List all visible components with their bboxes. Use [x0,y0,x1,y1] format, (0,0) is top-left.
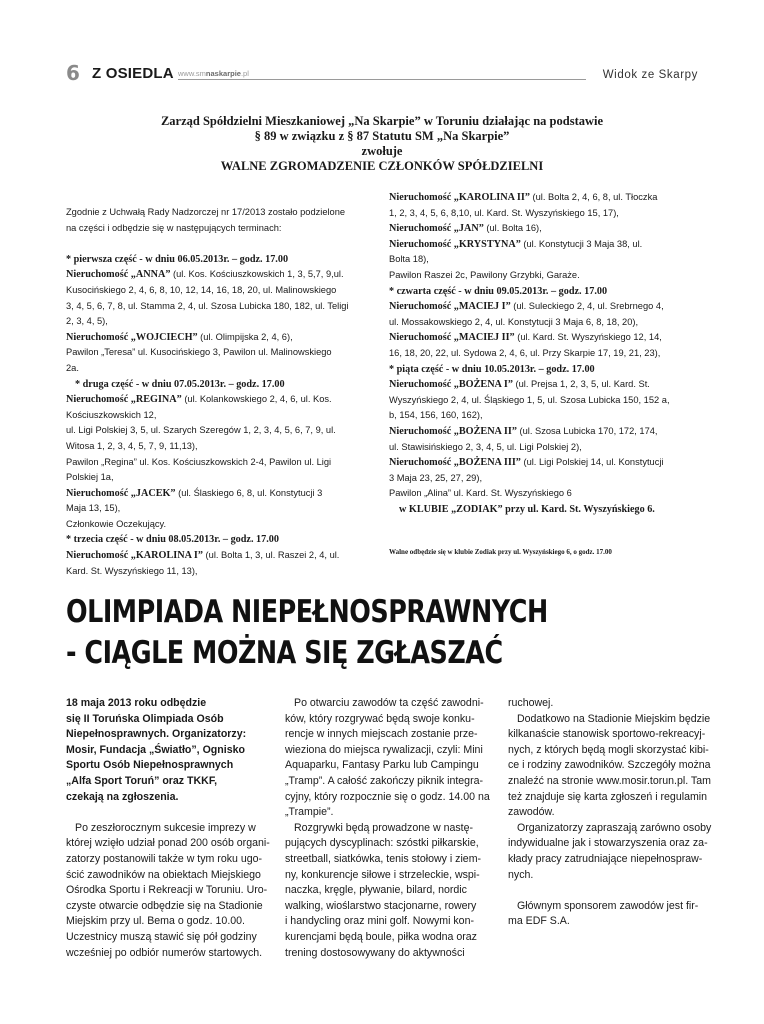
article-column-3 [508,696,712,930]
article-text-line: wcześniej po odbiór numerów startowych. [66,946,263,959]
article-text-line: „Trampie”. [285,806,334,819]
masthead-title: Widok ze Skarpy [602,69,698,81]
property-entry: Nieruchomość „REGINA” (ul. Kolankowskiego 2, 4, 6, ul. Kos. [66,394,332,406]
meeting-venue: w KLUBIE „ZODIAK” przy ul. Kard. St. Wyszyńskiego 6. [399,503,655,515]
article-text-line: nych, z których będą mogli skorzystać kibi- [508,743,709,756]
schedule-intro: Zgodnie z Uchwałą Rady Nadzorczej nr 17/2013 zostało podzielone [66,207,346,217]
notice-line: WALNE ZGROMADZENIE CZŁONKÓW SPÓŁDZIELNI [220,159,544,173]
notice-line: Zarząd Spółdzielni Mieszkaniowej „Na Skarpie” w Toruniu działając na podstawie [160,114,604,128]
article-text-line: Aquaparku, Fantasy Parku lub Campingu [285,759,479,772]
schedule-part-date: * druga część - w dniu 07.05.2013r. – godz. 17.00 [75,378,285,390]
article-text-line: kurencjami będą boule, piłka wodna oraz [285,930,477,943]
article-text-line: Po otwarciu zawodów ta część zawodni- [294,697,484,709]
site-url: www.smnaskarpie.pl [178,69,249,78]
property-entry: Nieruchomość „BOŻENA III” (ul. Ligi Polskiej 14, ul. Konstytucji [389,457,664,469]
article-lead-line: się II Toruńska Olimpiada Osób [66,712,224,725]
article-text-line: trening dostosowywany do aktywności [285,946,465,959]
article-text-line: nych. [508,868,534,881]
article-text-line: też znajduje się karta zgłoszeń i regulamin [508,790,708,803]
article-text-line: czyste otwarcie odbędzie się na Stadionie [66,899,263,912]
article-text-line: walking, wioślarstwo stacjonarne, rowery [285,899,477,912]
article-lead-line: Mosir, Fundacja „Światło”, Ognisko [66,743,245,756]
article-text-line: streetball, siatkówka, tenis stołowy i ziem- [285,852,482,865]
article-lead-line: Sportu Osób Niepełnosprawnych [66,759,234,772]
article-lead-line: Niepełnosprawnych. Organizatorzy: [66,728,247,741]
article-text-line: „Tramp”. A całość zakończy piknik integra- [285,774,484,787]
article-text-line: rencje w innych miejscach zostanie prze- [285,728,478,741]
article-text-line: Ośrodka Sportu i Rekreacji w Toruniu. Uro- [66,884,268,897]
schedule-part-date: * czwarta część - w dniu 09.05.2013r. – godz. 17.00 [389,285,608,297]
article-text-line: i handycling oraz mini golf. Nowymi kon- [285,915,474,928]
property-entry: Nieruchomość „MACIEJ I” (ul. Suleckiego 2, 4, ul. Srebrnego 4, [389,301,664,313]
article-lead-line: 18 maja 2013 roku odbędzie [66,697,207,709]
meeting-notice-heading [66,114,698,174]
article-text-line: cyjny, który rozpocznie się o godz. 14.00 na [285,790,490,803]
header-divider [178,79,586,80]
section-title: Z OSIEDLA [92,65,174,82]
article-text-line: ścić zawodników na obiektach Miejskiego [66,868,261,881]
article-text-line: ny, konkurencje siłowe i strzeleckie, wspi- [285,868,480,881]
headline-line: - CIĄGLE MOŻNA SIĘ ZGŁASZAĆ [66,635,503,671]
article-text-line: zatorzy postanowili także w tym roku ugo- [66,852,263,865]
property-entry: Nieruchomość „ANNA” (ul. Kos. Kościuszkowskich 1, 3, 5,7, 9,ul. [66,269,344,281]
notice-line: zwołuje [361,144,403,158]
property-entry: Nieruchomość „JACEK” (ul. Ślaskiego 6, 8, ul. Konstytucji 3 [66,487,323,499]
article-lead-line: czekają na zgłoszenia. [66,790,179,803]
article-text-line: Po zeszłorocznym sukcesie imprezy w [75,821,256,834]
headline-line: OLIMPIADA NIEPEŁNOSPRAWNYCH [66,594,548,630]
property-entry: Nieruchomość „BOŻENA I” (ul. Prejsa 1, 2, 3, 5, ul. Kard. St. [389,379,650,391]
article-text-line: Uczestnicy muszą stawić się pół godziny [66,930,257,943]
article-text-line: zawodów. [508,806,555,819]
article-text-line: ma EDF S.A. [508,915,570,928]
article-text-line: kłady pracy zatrudniające niepełnospraw- [508,852,703,865]
schedule-intro: na części i odbędzie się w następujących terminach: [66,222,282,233]
page-number: 6 [66,61,80,85]
article-text-line: ce i rodziny zawodników. Szczegóły można [508,759,711,772]
property-entry: Nieruchomość „KRYSTYNA” (ul. Konstytucji 3 Maja 38, ul. [389,238,643,250]
property-entry: Nieruchomość „JAN” (ul. Bolta 16), [389,223,542,235]
article-text-line: której wzięło udział ponad 200 osób organi- [66,837,270,850]
article-text-line: znaleźć na stronie www.mosir.torun.pl. Tam [508,774,711,787]
article-text-line: Organizatorzy zapraszają zarówno osoby [517,821,712,834]
article-text-line: Rozgrywki będą prowadzone w nastę- [294,821,474,834]
property-entry: Nieruchomość „BOŻENA II” (ul. Szosa Lubicka 170, 172, 174, [389,425,658,437]
article-text-line: naczka, kręgle, pływanie, bilard, nordic [285,884,467,897]
article-text-line: pujących dyscyplinach: szóstki piłkarskie, [285,837,479,850]
property-entry: Nieruchomość „MACIEJ II” (ul. Kard. St. Wyszyńskiego 12, 14, [389,332,662,344]
article-text-line: wieziona do miejsca rywalizacji, czyli: Mini [285,743,483,756]
property-entry: Nieruchomość „KAROLINA II” (ul. Bolta 2, 4, 6, 8, ul. Tłoczka [389,192,658,203]
article-column-2 [285,696,491,961]
meeting-footnote: Walne odbędzie się w klubie Zodiak przy ul. Wyszyńskiego 6, o godz. 17.00 [389,548,612,556]
schedule-part-date: * piąta część - w dniu 10.05.2013r. – godz. 17.00 [389,363,595,375]
article-text-line: indywidualne jak i stowarzyszenia oraz za- [508,837,708,850]
article-text-line: kilkanaście stanowisk sportowo-rekreacyj- [508,728,706,741]
article-text-line: Miejskim przy ul. Bema o godz. 10.00. [66,915,245,928]
article-headline [66,592,591,674]
page-header [66,62,698,84]
schedule-part-date: * trzecia część - w dniu 08.05.2013r. – godz. 17.00 [66,534,279,546]
notice-line: § 89 w związku z § 87 Statutu SM „Na Skarpie” [254,129,510,143]
article-text-line: ruchowej. [508,697,554,709]
article-text-line: Dodatkowo na Stadionie Miejskim będzie [517,712,711,725]
article-text-line: Głównym sponsorem zawodów jest fir- [517,899,699,912]
article-lead-line: „Alfa Sport Toruń” oraz TKKF, [66,774,218,787]
property-entry: Nieruchomość „WOJCIECH” (ul. Olimpijska 2, 4, 6), [66,331,293,343]
property-entry: Nieruchomość „KAROLINA I” (ul. Bolta 1, 3, ul. Raszei 2, 4, ul. [66,550,340,562]
schedule-right-column: Nieruchomość „KAROLINA II” (ul. Bolta 2, 4, 6, 8, ul. Tłoczka 1, 2, 3, 4, 5, 6, 8,10, ul. Kard. St. Wyszyńskiego 15, 17), Nieruchomość „JAN” (ul. Bolta 16), Nieruchomość „KRYSTYNA” (ul. Konstytucji 3 Maja 38, ul. Bolta 18), Pawilon Raszei 2c, Pawilony Grzybki, Garaże. * czwarta część - w dniu 09.05.2013r. – godz. 17.00 Nieruchomość „MACIEJ I” (ul. Suleckiego 2, 4, ul. Srebrnego 4, ul. Mossakowskiego 2, 4, ul. Konstytucji 3 Maja 6, 8, 18, 20), Nieruchomość „MACIEJ II” (ul. Kard. St. Wyszyńskiego 12, 14, 16, 18, 20, 22, ul. Sydowa 2, 4, 6, ul. Przy Skarpie 17, 19, 21, 23), * piąta część - w dniu 10.05.2013r. – godz. 17.00 Nieruchomość „BOŻENA I” (ul. Prejsa 1, 2, 3, 5, ul. Kard. St. Wyszyńskiego 2, 4, ul. Śląskiego 1, 5, ul. Szosa Lubicka 150, 152 a, b, 154, 156, 160, 162), Nieruchomość „BOŻENA II” (ul. Szosa Lubicka 170, 172, 174, ul. Stawisińskiego 2, 3, 4, 5, ul. Ligi Polskiej 2), Nieruchomość „BOŻENA III” (ul. Ligi Polskiej 14, ul. Konstytucji 3 Maja 23, 25, 27, 29), Pawilon „Alina” ul. Kard. St. Wyszyńskiego 6 w KLUBIE „ZODIAK” przy ul. Kard. St. Wyszyńskiego 6. [389,190,705,517]
schedule-part-date: * pierwsza część - w dniu 06.05.2013r. – godz. 17.00 [66,253,289,265]
article-column-1 [66,696,270,961]
article-text-line: ków, który rozgrywać będą swoje konku- [285,712,475,725]
schedule-left-column: Zgodnie z Uchwałą Rady Nadzorczej nr 17/2013 zostało podzielone na części i odbędzie się w następujących terminach: * pierwsza część - w dniu 06.05.2013r. – godz. 17.00 Nieruchomość „ANNA” (ul. Kos. Kościuszkowskich 1, 3, 5,7, 9,ul. Kusocińskiego 2, 4, 6, 8, 10, 12, 14, 16, 18, 20, ul. Malinowskiego 3, 4, 5, 6, 7, 8, ul. Stamma 2, 4, ul. Szosa Lubicka 180, 182, ul. Teligi 2, 3, 4, 5), Nieruchomość „WOJCIECH” (ul. Olimpijska 2, 4, 6), Pawilon „Teresa” ul. Kusocińskiego 3, Pawilon ul. Malinowskiego 2a. * druga część - w dniu 07.05.2013r. – godz. 17.00 Nieruchomość „REGINA” (ul. Kolankowskiego 2, 4, 6, ul. Kos. Kościuszkowskich 12, ul. Ligi Polskiej 3, 5, ul. Szarych Szeregów 1, 2, 3, 4, 5, 6, 7, 9, ul. Witosa 1, 2, 3, 4, 5, 7, 9, 11,13), Pawilon „Regina” ul. Kos. Kościuszkowskich 2-4, Pawilon ul. Ligi Polskiej 1a, Nieruchomość „JACEK” (ul. Ślaskiego 6, 8, ul. Konstytucji 3 Maja 13, 15), Członkowie Oczekujący. * trzecia część - w dniu 08.05.2013r. – godz. 17.00 Nieruchomość „KAROLINA I” (ul. Bolta 1, 3, ul. Raszei 2, 4, ul. Kard. St. Wyszyńskiego 11, 13), [66,205,382,579]
